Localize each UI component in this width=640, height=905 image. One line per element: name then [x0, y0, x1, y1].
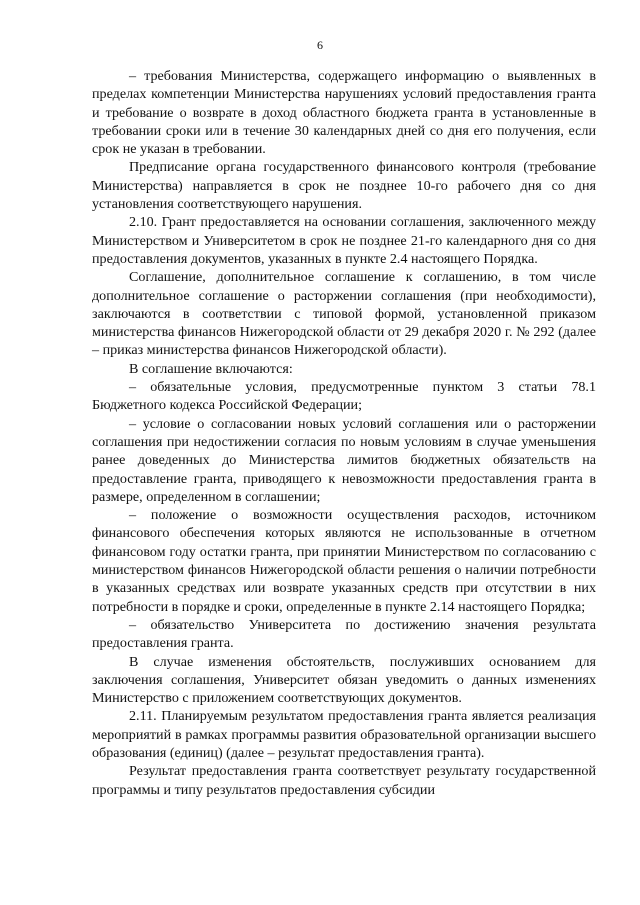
paragraph-2-11: 2.11. Планируемым результатом предоставления гранта является реализация мероприятий в рамках программы развития образовательной организации высшего образования (единиц) (далее – результат предоставления гранта). — [92, 708, 596, 761]
paragraph-result-correspondence: Результат предоставления гранта соответствует результату государственной программы и типу результатов предоставления субсидии — [92, 763, 596, 798]
list-item-new-conditions: – условие о согласовании новых условий соглашения или о расторжении соглашения при недостижении согласия по новым условиям в случае уменьшения ранее доведенных до Министерства лимитов бюджетных обязательств на предоставление гранта, приводящего к невозможности предоставления гранта в размере, определенном в соглашении; — [92, 415, 596, 505]
paragraph-agreement-includes: В соглашение включаются: — [129, 360, 293, 377]
page-number: 6 — [317, 38, 323, 52]
paragraph-agreement-form: Соглашение, дополнительное соглашение к соглашению, в том числе дополнительное соглашение о расторжении соглашения (при необходимости), заключаются в соответствии с типовой формой, установленной приказом министерства финансов Нижегородской области от 29 декабря 2020 г. № 292 (далее – приказ министерства финансов Нижегородской области). — [92, 269, 596, 359]
list-item-university-obligation: – обязательство Университета по достижению значения результата предоставления гранта. — [92, 616, 596, 652]
list-item-mandatory-conditions: – обязательные условия, предусмотренные пунктом 3 статьи 78.1 Бюджетного кодекса Российской Федерации; — [92, 379, 596, 414]
paragraph-control-order: Предписание органа государственного финансового контроля (требование Министерства) направляется в срок не позднее 10-го рабочего дня со дня установления соответствующего нарушения. — [92, 159, 596, 213]
document-body — [92, 67, 596, 799]
paragraph-ministry-requirement: – требования Министерства, содержащего информацию о выявленных в пределах компетенции Министерства нарушениях условий предоставления гранта и требование о возврате в доход областного бюджета гранта в установленные в требовании сроки или в течение 30 календарных дней со дня его получения, если срок не указан в требовании. — [92, 68, 596, 158]
paragraph-circumstance-change: В случае изменения обстоятельств, послуживших основанием для заключения соглашения, Университет обязан уведомить о данных изменениях Министерство с приложением соответствующих документов. — [92, 653, 596, 707]
paragraph-2-10: 2.10. Грант предоставляется на основании соглашения, заключенного между Министерством и Университетом в срок не позднее 21-го календарного дня со дня предоставления документов, указанных в пункте 2.4 настоящего Порядка. — [92, 214, 596, 267]
list-item-expenses-provision: – положение о возможности осуществления расходов, источником финансового обеспечения которых являются не использованные в отчетном финансовом году остатки гранта, при принятии Министерством по согласованию с министерством финансов Нижегородской области решения о наличии потребности в указанных средствах или возврате указанных средств при отсутствии в них потребности в порядке и сроки, определенные в пункте 2.14 настоящего Порядка; — [92, 507, 596, 615]
